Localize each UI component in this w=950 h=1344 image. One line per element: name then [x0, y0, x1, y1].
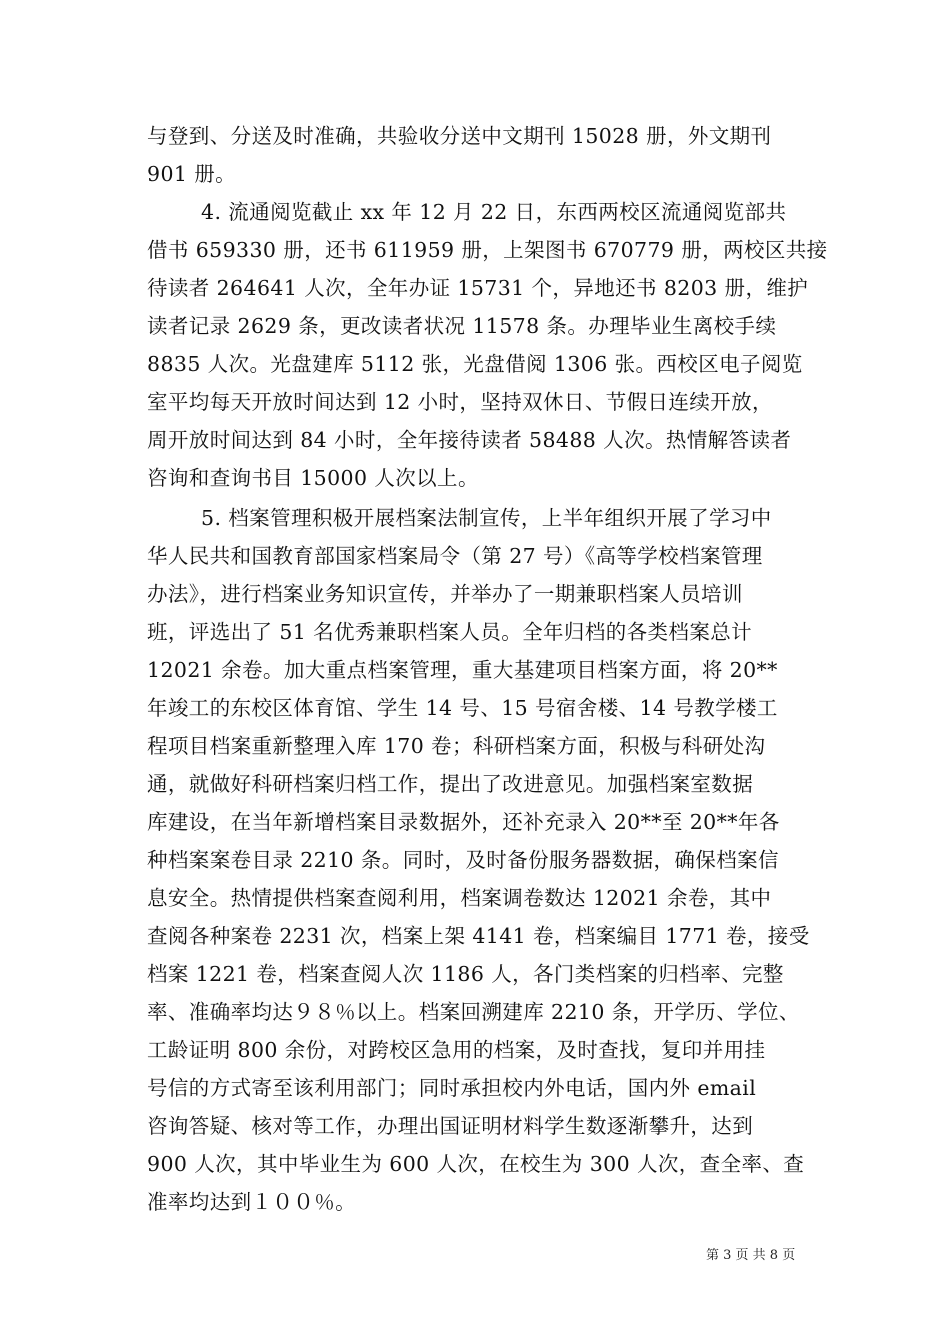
- text-line: 待读者 264641 人次，全年办证 15731 个，异地还书 8203 册，维护: [147, 276, 809, 300]
- text-line: 息安全。热情提供档案查阅利用，档案调卷数达 12021 余卷，其中: [147, 886, 772, 910]
- text-line: 借书 659330 册，还书 611959 册，上架图书 670779 册，两校区共接: [147, 238, 828, 262]
- text-line: 年竣工的东校区体育馆、学生 14 号、15 号宿舍楼、14 号教学楼工: [147, 696, 778, 720]
- text-line: 与登到、分送及时准确，共验收分送中文期刊 15028 册，外文期刊: [147, 124, 772, 148]
- text-line: 号信的方式寄至该利用部门；同时承担校内外电话，国内外 email: [147, 1076, 757, 1100]
- page-number: 第 3 页 共 8 页: [706, 1248, 796, 1263]
- text-line: 班，评选出了 51 名优秀兼职档案人员。全年归档的各类档案总计: [147, 620, 753, 644]
- text-line: 库建设，在当年新增档案目录数据外，还补充录入 20**至 20**年各: [147, 810, 780, 834]
- text-line: 周开放时间达到 84 小时，全年接待读者 58488 人次。热情解答读者: [147, 428, 792, 452]
- text-line: 档案 1221 卷，档案查阅人次 1186 人，各门类档案的归档率、完整: [147, 962, 784, 986]
- text-line: 咨询和查询书目 15000 人次以上。: [147, 466, 479, 490]
- paragraph-5-start: 5. 档案管理积极开展档案法制宣传，上半年组织开展了学习中: [201, 506, 772, 530]
- text-line: 查阅各种案卷 2231 次，档案上架 4141 卷，档案编目 1771 卷，接受: [147, 924, 810, 948]
- text-line: 通，就做好科研档案归档工作，提出了改进意见。加强档案室数据: [147, 772, 754, 796]
- text-line: 准率均达到１００％。: [147, 1190, 356, 1214]
- text-line: 咨询答疑、核对等工作，办理出国证明材料学生数逐渐攀升，达到: [147, 1114, 754, 1138]
- text-line: 12021 余卷。加大重点档案管理，重大基建项目档案方面，将 20**: [147, 658, 778, 682]
- text-line: 900 人次，其中毕业生为 600 人次，在校生为 300 人次，查全率、查: [147, 1152, 805, 1176]
- text-line: 种档案案卷目录 2210 条。同时，及时备份服务器数据，确保档案信: [147, 848, 779, 872]
- text-line: 901 册。: [147, 162, 237, 186]
- text-line: 办法》，进行档案业务知识宣传，并举办了一期兼职档案人员培训: [147, 582, 743, 606]
- text-line: 程项目档案重新整理入库 170 卷；科研档案方面，积极与科研处沟: [147, 734, 766, 758]
- text-line: 室平均每天开放时间达到 12 小时，坚持双休日、节假日连续开放，: [147, 390, 773, 414]
- text-line: 工龄证明 800 余份，对跨校区急用的档案，及时查找，复印并用挂: [147, 1038, 766, 1062]
- paragraph-4-start: 4. 流通阅览截止 xx 年 12 月 22 日，东西两校区流通阅览部共: [201, 200, 787, 224]
- text-line: 华人民共和国教育部国家档案局令（第 27 号）《高等学校档案管理: [147, 544, 763, 568]
- text-line: 8835 人次。光盘建库 5112 张，光盘借阅 1306 张。西校区电子阅览: [147, 352, 803, 376]
- text-line: 读者记录 2629 条，更改读者状况 11578 条。办理毕业生离校手续: [147, 314, 777, 338]
- text-line: 率、准确率均达９８％以上。档案回溯建库 2210 条，开学历、学位、: [147, 1000, 800, 1024]
